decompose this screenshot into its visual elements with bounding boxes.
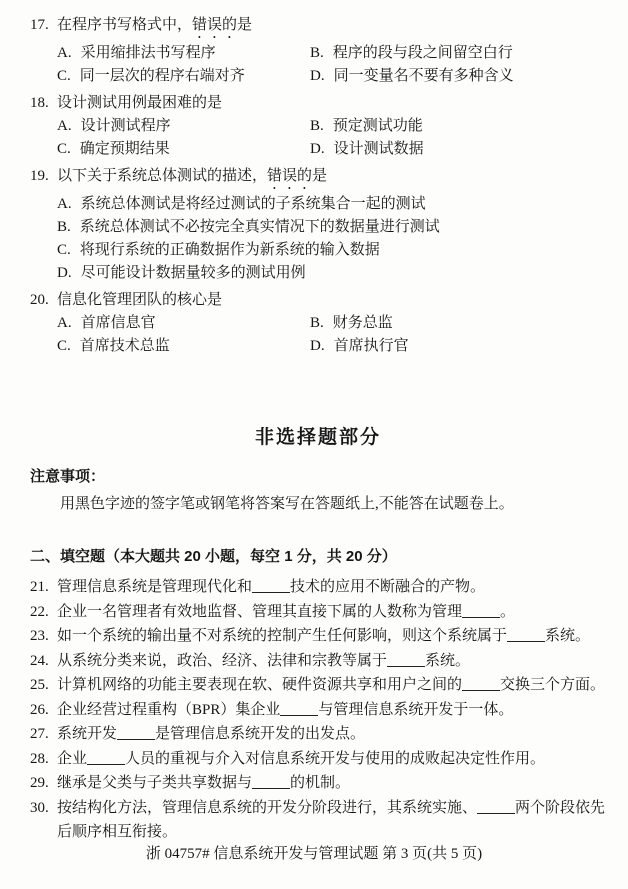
question-number: 17. xyxy=(30,17,49,33)
option-list xyxy=(57,42,606,88)
option-letter: C. xyxy=(57,68,71,84)
question-number: 22. xyxy=(30,603,49,620)
mcq-option xyxy=(310,42,606,65)
fill-question-text: 企业 xyxy=(57,750,88,767)
fill-question xyxy=(30,575,606,600)
question-number: 23. xyxy=(30,628,49,644)
fill-question-text: 系统。 xyxy=(425,652,471,669)
option-text: 设计测试数据 xyxy=(333,141,424,157)
answer-blank xyxy=(117,725,155,740)
question-stem xyxy=(30,165,606,193)
answer-blank xyxy=(477,799,515,814)
fill-question xyxy=(30,698,606,723)
mcq-option xyxy=(57,115,310,138)
question-number: 18. xyxy=(30,95,49,111)
fill-question-text: 系统。 xyxy=(545,628,591,644)
mcq-option xyxy=(57,239,606,262)
question-stem xyxy=(30,92,606,115)
question-number: 30. xyxy=(30,799,49,816)
option-text: 系统总体测试不必按完全真实情况下的数据量进行测试 xyxy=(79,219,440,235)
option-list xyxy=(57,312,606,358)
mcq-question xyxy=(30,289,606,358)
mcq-option xyxy=(57,193,606,216)
fill-question xyxy=(30,673,606,698)
option-letter: B. xyxy=(310,315,324,331)
fill-question-text: 如一个系统的输出量不对系统的控制产生任何影响，则这个系统属于 xyxy=(57,628,508,644)
mcq-option xyxy=(310,335,606,358)
fill-question-text: 从系统分类来说，政治、经济、法律和宗教等属于 xyxy=(57,652,388,669)
option-letter: B. xyxy=(310,118,324,134)
emphasized-text: 错误的 xyxy=(267,168,313,184)
answer-blank xyxy=(462,603,500,618)
option-text: 系统总体测试是将经过测试的子系统集合一起的测试 xyxy=(80,196,426,212)
fill-question xyxy=(30,649,606,674)
question-number: 27. xyxy=(30,726,49,742)
fill-question-text: 的机制。 xyxy=(290,775,351,791)
option-letter: D. xyxy=(310,68,325,84)
answer-blank xyxy=(280,701,318,716)
mcq-question xyxy=(30,165,606,285)
question-stem-text xyxy=(57,95,222,111)
question-number: 24. xyxy=(30,652,49,669)
notes-body: 用黑色字迹的签字笔或钢笔将答案写在答题纸上,不能答在试题卷上。 xyxy=(60,496,514,512)
option-letter: C. xyxy=(57,242,71,258)
section-heading: 非选择题部分 xyxy=(254,427,381,448)
option-letter: A. xyxy=(57,118,72,134)
option-text: 首席信息官 xyxy=(80,315,156,331)
mcq-option xyxy=(57,312,310,335)
option-letter: A. xyxy=(57,196,72,212)
mcq-question xyxy=(30,14,606,88)
stem-fragment: 是 xyxy=(312,168,328,184)
option-letter: A. xyxy=(57,45,72,61)
mcq-option xyxy=(57,138,310,161)
question-stem xyxy=(30,14,606,42)
question-number: 25. xyxy=(30,677,49,693)
option-text: 程序的段与段之间留空白行 xyxy=(332,45,513,61)
option-text: 确定预期结果 xyxy=(79,141,170,157)
option-text: 同一层次的程序右端对齐 xyxy=(79,68,245,84)
answer-blank xyxy=(387,652,425,667)
stem-fragment: 信息化管理团队的核心是 xyxy=(57,292,223,308)
question-number: 29. xyxy=(30,775,49,791)
fill-question-text: 与管理信息系统开发于一体。 xyxy=(318,701,514,718)
fill-question xyxy=(30,722,606,747)
fill-question-text: 企业一名管理者有效地监督、管理其直接下属的人数称为管理 xyxy=(57,603,463,620)
option-letter: D. xyxy=(57,265,72,281)
fill-question-text: 交换三个方面。 xyxy=(500,677,606,693)
question-number: 19. xyxy=(30,168,49,184)
notes-label: 注意事项： xyxy=(30,468,106,485)
stem-fragment: 设计测试用例最困难的是 xyxy=(57,95,223,111)
option-text: 财务总监 xyxy=(332,315,393,331)
fill-question-text: 计算机网络的功能主要表现在软、硬件资源共享和用户之间的 xyxy=(57,677,463,693)
fill-question xyxy=(30,747,606,772)
fill-section xyxy=(30,575,606,845)
option-text: 设计测试程序 xyxy=(80,118,171,134)
fill-question xyxy=(30,600,606,625)
option-list xyxy=(57,193,606,285)
fill-question-text: 继承是父类与子类共享数据与 xyxy=(57,775,253,791)
mcq-option xyxy=(310,115,606,138)
option-list xyxy=(57,115,606,161)
stem-fragment: 在程序书写格式中， xyxy=(57,17,193,33)
question-number: 21. xyxy=(30,579,49,595)
page-footer: 浙 04757# 信息系统开发与管理试题 第 3 页(共 5 页) xyxy=(145,846,483,862)
option-text: 采用缩排法书写程序 xyxy=(80,45,216,61)
fill-question-text: 。 xyxy=(500,603,516,620)
emphasized-text: 错误的 xyxy=(192,17,238,33)
stem-fragment: 以下关于系统总体测试的描述， xyxy=(57,168,268,184)
option-text: 首席执行官 xyxy=(333,338,409,354)
option-letter: A. xyxy=(57,315,72,331)
option-text: 尽可能设计数据量较多的测试用例 xyxy=(80,265,306,281)
mcq-question xyxy=(30,92,606,161)
answer-blank xyxy=(507,627,545,642)
fill-question-text: 两个阶段依先后顺序相互衔接。 xyxy=(57,799,606,840)
fill-question xyxy=(30,771,606,796)
fill-question xyxy=(30,796,606,845)
mcq-option xyxy=(310,312,606,335)
fill-question-text: 管理信息系统是管理现代化和 xyxy=(57,579,253,595)
question-stem-text xyxy=(57,168,327,184)
question-number: 20. xyxy=(30,292,49,308)
mcq-option xyxy=(57,65,310,88)
question-number: 28. xyxy=(30,750,49,767)
mcq-option xyxy=(310,138,606,161)
answer-blank xyxy=(252,578,290,593)
option-text: 首席技术总监 xyxy=(79,338,170,354)
mcq-option xyxy=(57,335,310,358)
option-letter: D. xyxy=(310,141,325,157)
mcq-option xyxy=(310,65,606,88)
question-stem-text xyxy=(57,292,222,308)
stem-fragment: 是 xyxy=(237,17,253,33)
notes-block xyxy=(30,465,606,513)
option-text: 将现行系统的正确数据作为新系统的输入数据 xyxy=(79,242,380,258)
mcq-option xyxy=(57,262,606,285)
option-letter: D. xyxy=(310,338,325,354)
fill-question xyxy=(30,624,606,649)
fill-question-text: 按结构化方法，管理信息系统的开发分阶段进行，其系统实施、 xyxy=(57,799,478,816)
answer-blank xyxy=(462,676,500,691)
question-stem xyxy=(30,289,606,312)
option-text: 同一变量名不要有多种含义 xyxy=(333,68,514,84)
question-stem-text xyxy=(57,17,252,33)
fill-section-heading: 二、填空题（本大题共 20 小题，每空 1 分，共 20 分） xyxy=(30,548,397,565)
option-letter: B. xyxy=(57,219,71,235)
question-number: 26. xyxy=(30,701,49,718)
fill-question-text: 人员的重视与介入对信息系统开发与使用的成败起决定性作用。 xyxy=(125,750,546,767)
fill-question-text: 企业经营过程重构（BPR）集企业 xyxy=(57,701,281,718)
mcq-option xyxy=(57,216,606,239)
option-letter: B. xyxy=(310,45,324,61)
fill-question-text: 技术的应用不断融合的产物。 xyxy=(290,579,486,595)
option-letter: C. xyxy=(57,141,71,157)
option-text: 预定测试功能 xyxy=(332,118,423,134)
fill-question-text: 是管理信息系统开发的出发点。 xyxy=(155,726,366,742)
answer-blank xyxy=(87,750,125,765)
mcq-option xyxy=(57,42,310,65)
answer-blank xyxy=(252,774,290,789)
fill-question-text: 系统开发 xyxy=(57,726,118,742)
mcq-section xyxy=(30,14,606,358)
option-letter: C. xyxy=(57,338,71,354)
